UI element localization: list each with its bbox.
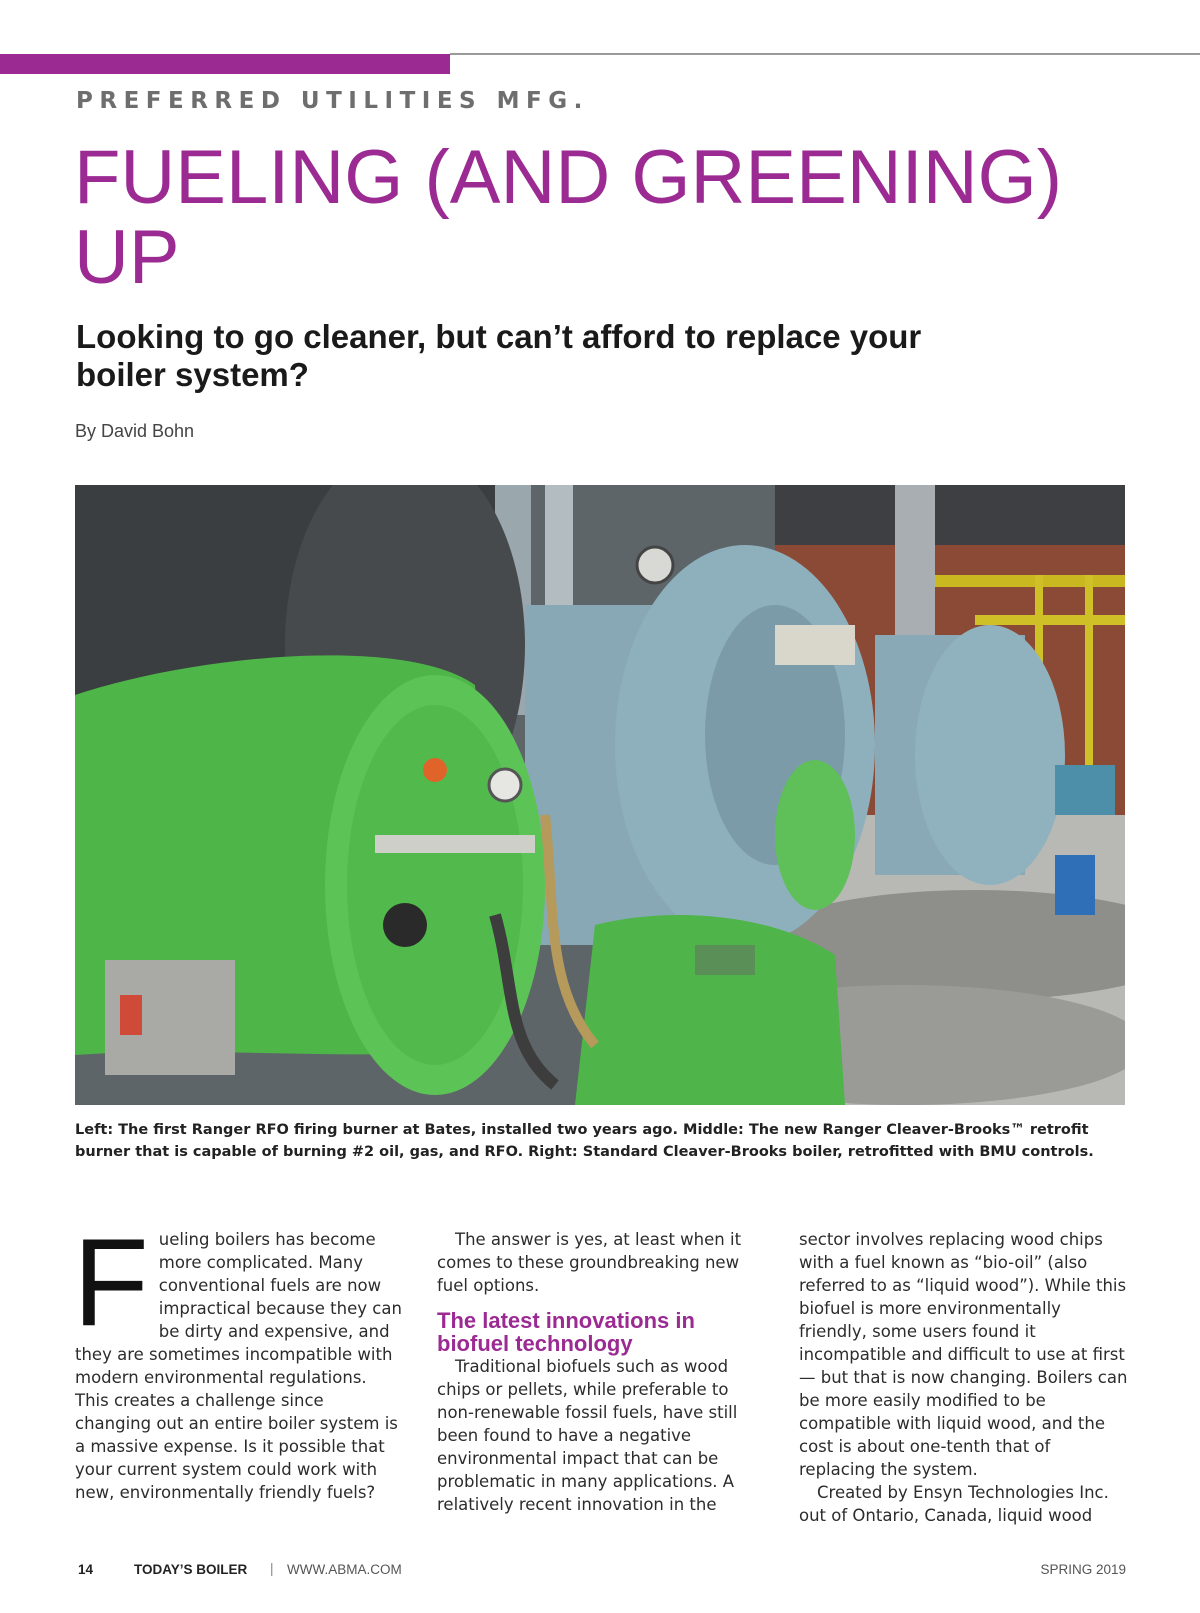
byline: By David Bohn xyxy=(75,421,195,441)
page-number: 14 xyxy=(78,1562,94,1577)
article-column-3 xyxy=(799,1228,1129,1527)
section-subhead: The latest innovations in biofuel technology xyxy=(437,1308,695,1356)
boiler-room-illustration xyxy=(75,485,1125,1105)
drop-cap: F xyxy=(73,1214,149,1352)
article-headline: FUELING (AND GREENING) UP xyxy=(74,135,1063,300)
article-column-1 xyxy=(73,1214,405,1504)
body-paragraph: The answer is yes, at least when it comes to these groundbreaking new fuel options. xyxy=(437,1230,742,1295)
website-link[interactable]: WWW.ABMA.COM xyxy=(287,1562,402,1577)
section-kicker: PREFERRED UTILITIES MFG. xyxy=(76,88,589,114)
photo-caption: Left: The first Ranger RFO firing burner at Bates, installed two years ago. Middle: The new Ranger Cleaver-Brooks™ retrofit burner that is capable of burning #2 oil, gas, and RFO. Right: Standard Cleaver-Brooks boiler, retrofitted with BMU controls. xyxy=(75,1122,1094,1160)
magazine-name: TODAY’S BOILER xyxy=(134,1562,248,1577)
issue-date: SPRING 2019 xyxy=(1040,1562,1126,1577)
body-paragraph: Created by Ensyn Technologies Inc. out of Ontario, Canada, liquid wood xyxy=(799,1483,1109,1525)
footer-separator: | xyxy=(270,1561,274,1576)
article-column-2 xyxy=(437,1228,767,1516)
body-paragraph: ueling boilers has become more complicated. Many conventional fuels are now impractical because they can be dirty and expensive, and they are sometimes incompatible with modern environmental regulations. This creates a challenge since changing out an entire boiler system is a massive expense. Is it possible that your current system could work with new, environmentally friendly fuels? xyxy=(75,1230,402,1502)
header-accent-bar xyxy=(0,54,450,74)
boiler-room-photo xyxy=(75,485,1125,1105)
header-rule xyxy=(450,53,1200,55)
body-paragraph: sector involves replacing wood chips with a fuel known as “bio-oil” (also referred to as “liquid wood”). While this biofuel is more environmentally friendly, some users found it incompatible and difficult to use at first — but that is now changing. Boilers can be more easily modified to be compatible with liquid wood, and the cost is about one-tenth that of replacing the system. xyxy=(799,1230,1128,1479)
body-paragraph: Traditional biofuels such as wood chips or pellets, while preferable to non-renewable fossil fuels, have still been found to have a negative environmental impact that can be problematic in many applications. A relatively recent innovation in the xyxy=(437,1357,738,1514)
page-footer xyxy=(78,1562,1126,1582)
article-deck: Looking to go cleaner, but can’t afford to replace your boiler system? xyxy=(76,318,922,393)
